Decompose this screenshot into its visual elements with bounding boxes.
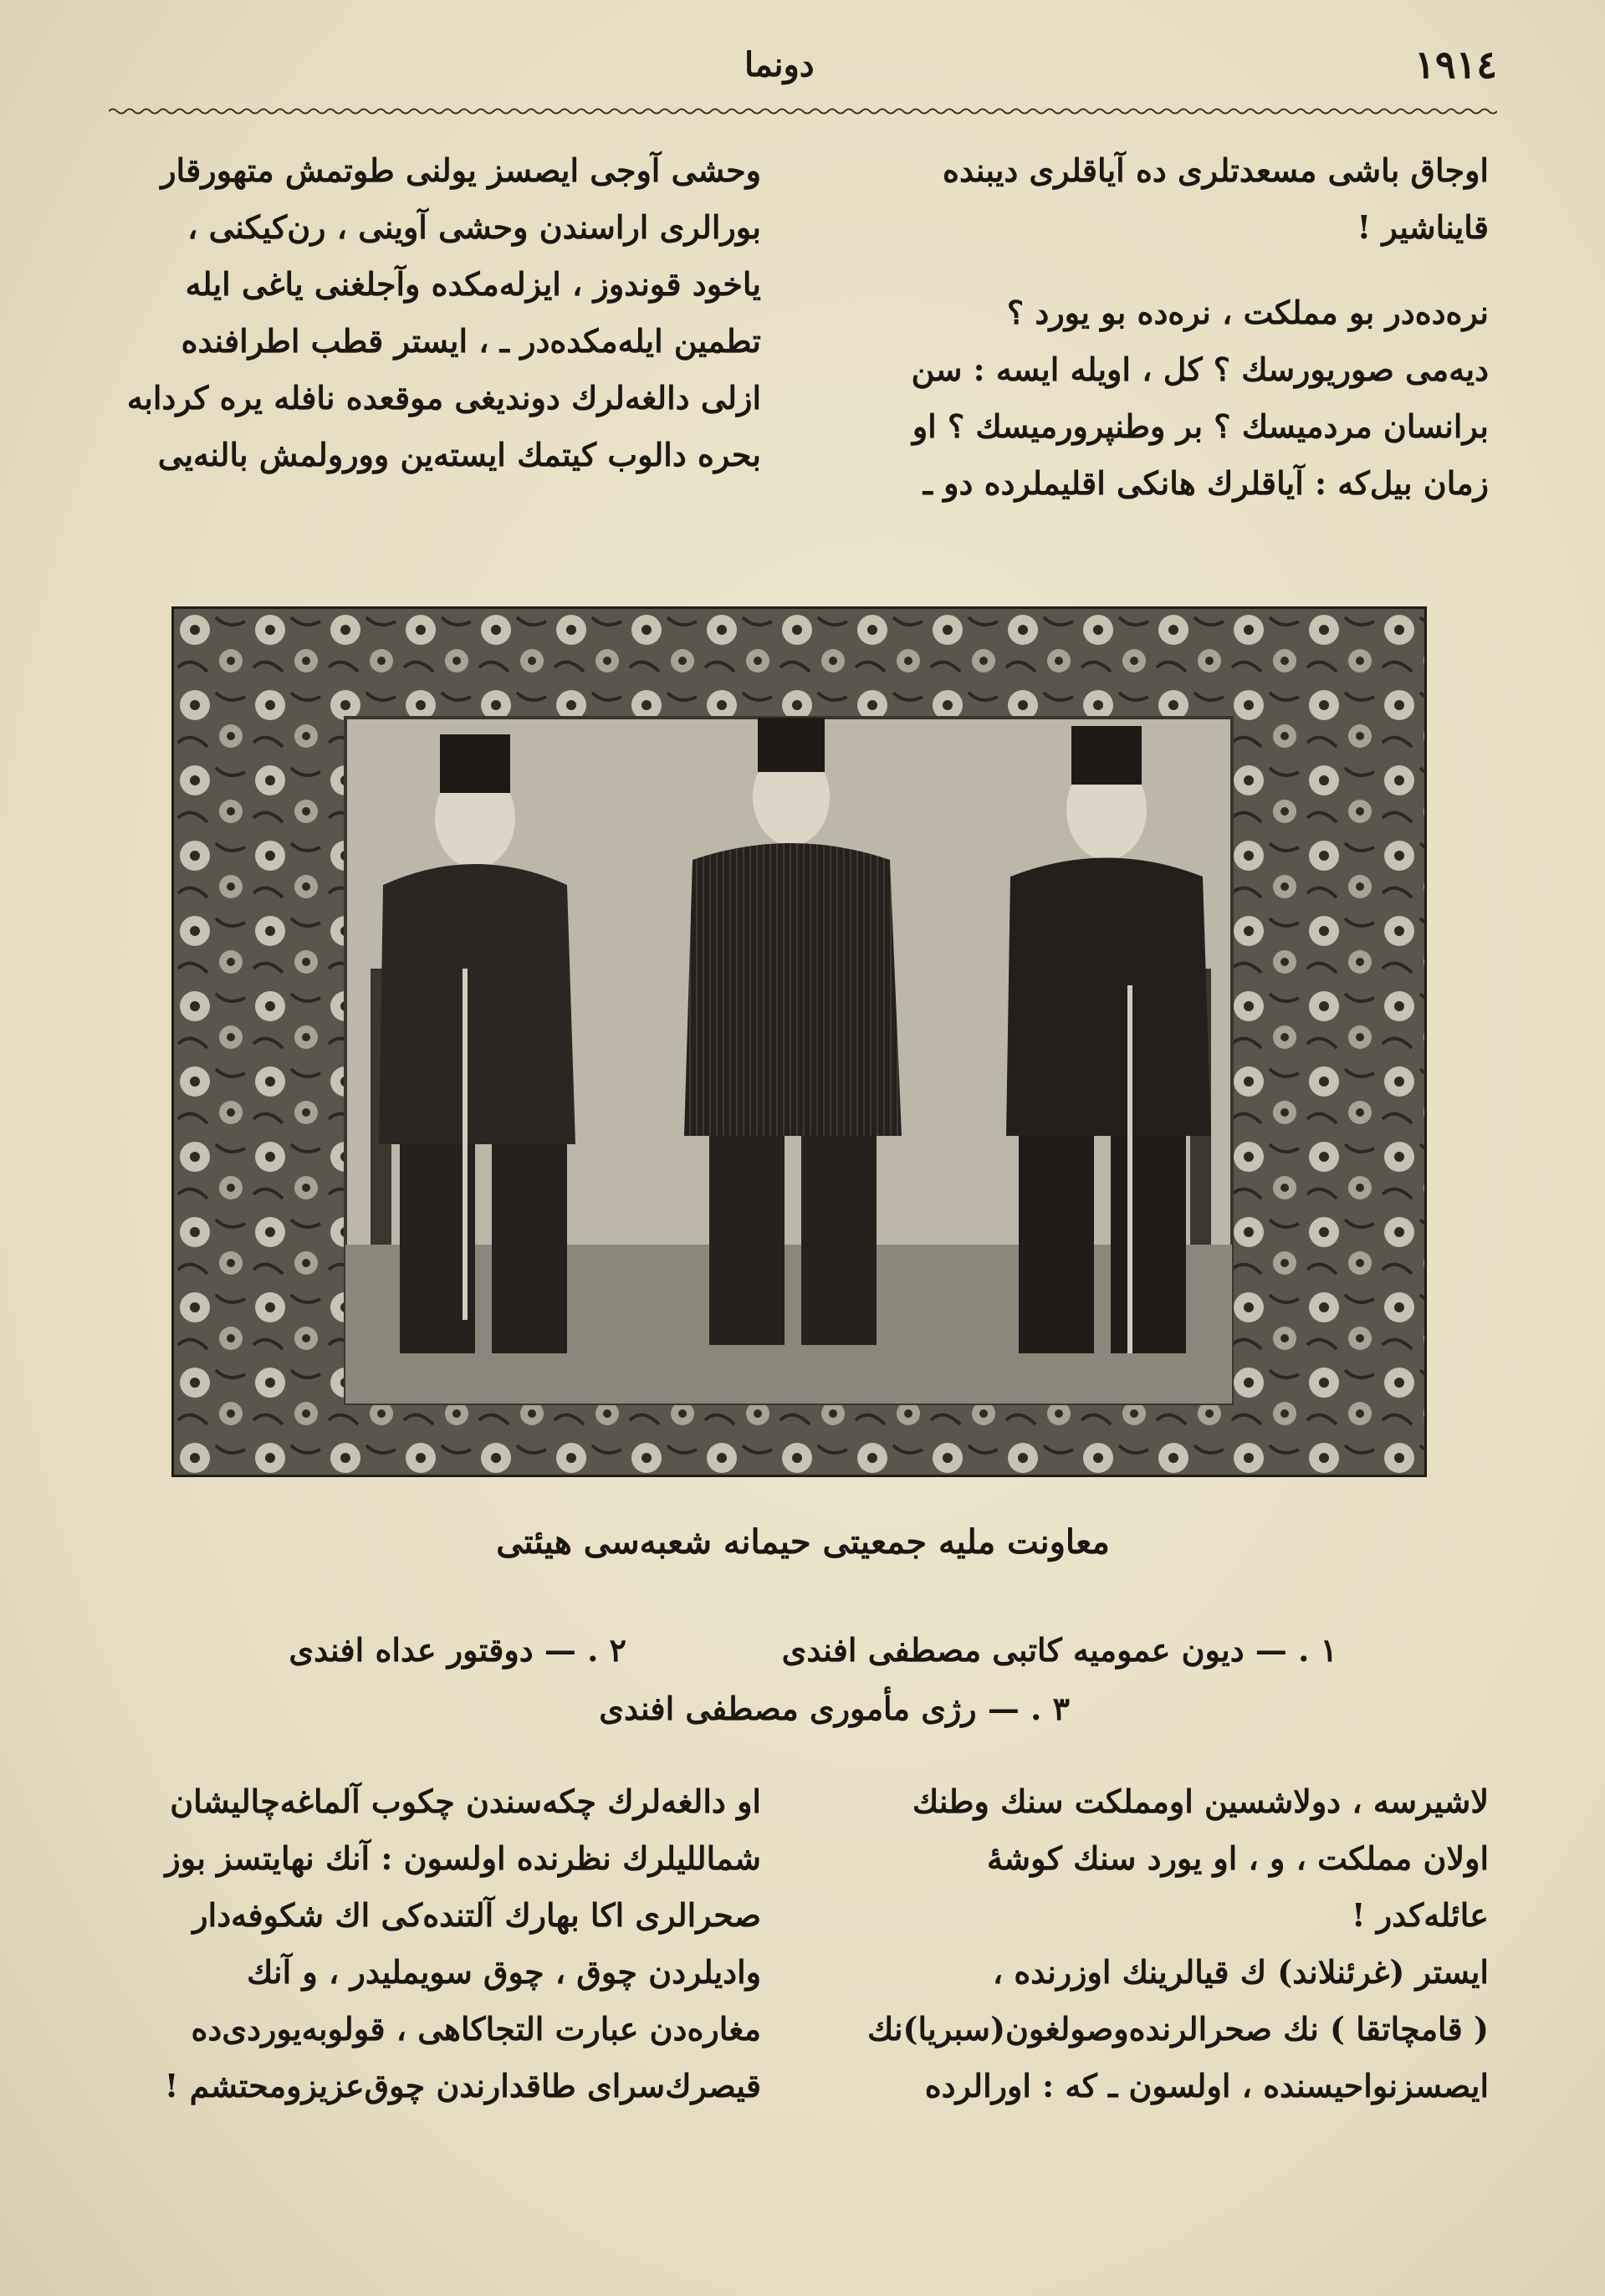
photo-caption-title: معاونت ملیه جمعیتی حیمانه شعبه‌سی هیئتی [496,1522,1110,1562]
header-rule [109,107,1497,115]
text-line: لاشیرسه ، دولاشسین اومملکت سنك وطنك [912,1782,1489,1820]
text-line: اوجاق باشی مسعدتلری ده آیاقلری دیبنده [943,151,1489,189]
photograph-three-men-seated [171,606,1427,1477]
text-line: تطمین ایله‌مکده‌در ـ ، ایستر قطب اطرافنده [181,322,761,360]
text-line: دیه‌می صوریورسك ؟ کل ، اویله ایسه : سن [911,350,1489,388]
journal-title: دونما [744,45,815,84]
top-left-column [109,142,761,483]
text-line: قایناشیر ! [1357,208,1489,246]
caption-item-1: ١ . — دیون عمومیه کاتبی مصطفی افندی [781,1631,1337,1669]
text-line: ایستر (غرئنلاند) ك قیالرینك اوزرنده ، [992,1953,1489,1991]
page-header [109,42,1497,100]
top-right-column [836,142,1489,512]
text-line: بحره دالوب کیتمك ایسته‌ین وورولمش بالنه‌یی [157,436,761,473]
text-line: قیصرك‌سرای طاقدارندن چوق‌عزیزومحتشم ! [164,2067,761,2104]
page-number: ١٩١٤ [1414,42,1497,87]
bottom-left-column [109,1773,761,2114]
photograph-illustration [174,609,1424,1475]
text-line: ازلی دالغه‌لرك دوندیغی موقعده نافله یره کردابه [126,379,761,417]
caption-item-2: ٢ . — دوقتور عداه افندی [289,1631,626,1669]
text-line: شماللیلرك نظرنده اولسون : آنك نهایتسز بوز [165,1839,761,1877]
text-line: وحشی آوجی ایصسز یولنی طوتمش متهورقار [161,151,761,189]
text-line: او دالغه‌لرك چکه‌سندن چکوب آلماغه‌چالیشان [170,1782,761,1820]
text-line: یاخود قوندوز ، ایزله‌مکده وآجلغنی یاغی ایله [185,265,761,303]
text-line: اولان مملکت ، و ، او یورد سنك کوشهٔ [986,1839,1489,1877]
text-line: صحرالری اکا بهارك آلتنده‌کی اك شکوفه‌دار [192,1896,761,1934]
text-line: ایصسزنواحیسنده ، اولسون ـ که : اورالرده [924,2067,1489,2104]
text-line: برانسان مردمیسك ؟ بر وطنپرورمیسك ؟ او [912,407,1489,445]
caption-item-3: ٣ . — رژی مأموری مصطفی افندی [599,1690,1070,1727]
text-line: ( قامچاتقا ) نك صحرالرنده‌وصولغون(سبریا)نك [866,2010,1489,2048]
text-line: نره‌ده‌در بو مملکت ، نره‌ده بو یورد ؟ [1007,294,1489,331]
text-line: مغاره‌دن عبارت التجاکاهی ، قولوبه‌یوردی‌ده [191,2010,761,2048]
bottom-right-column [836,1773,1489,2114]
text-line: وادیلردن چوق ، چوق سویملیدر ، و آنك [247,1953,761,1991]
text-line: عائله‌کدر ! [1351,1896,1489,1934]
text-line: بورالری اراسندن وحشی آوینی ، رن‌کیکنی ، [187,208,761,246]
text-line: زمان بیل‌که : آیاقلرك هانکی اقلیملرده دو ـ [923,464,1489,502]
